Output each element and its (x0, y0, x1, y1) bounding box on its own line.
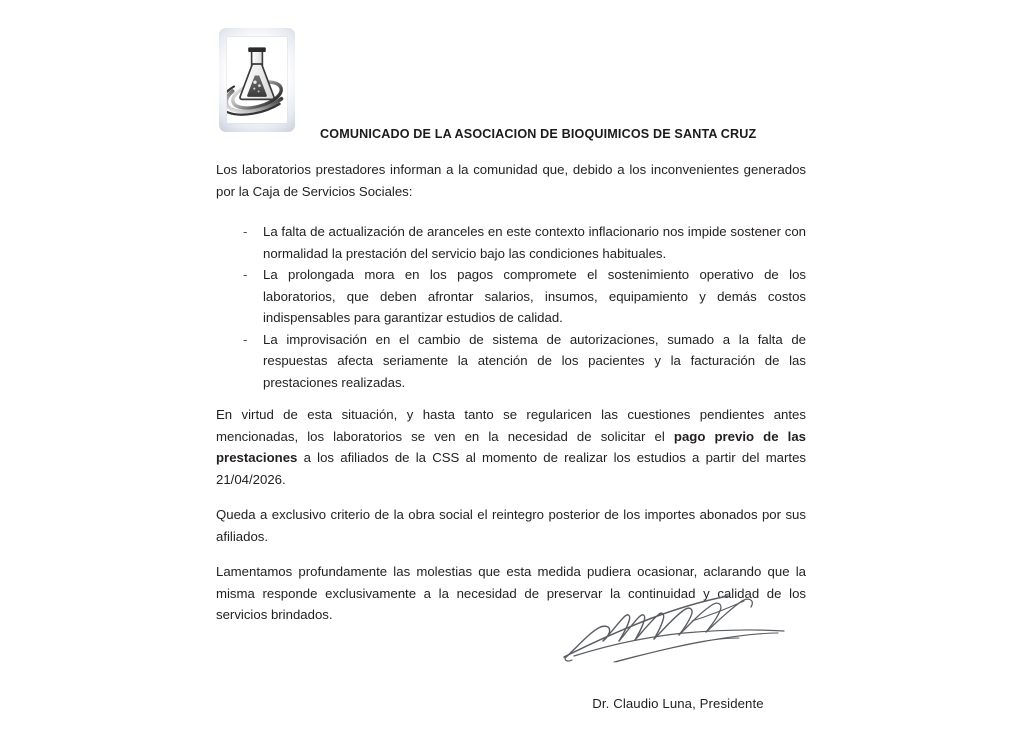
measure-highlight: pago previo de las prestaciones (216, 428, 806, 465)
bullet-dash-icon: - (243, 267, 248, 282)
measure-paragraph (216, 404, 806, 490)
logo-card (227, 37, 287, 123)
list-spacer (216, 214, 806, 221)
list-item (243, 329, 806, 394)
list-item (243, 221, 806, 264)
measure-text-part1: En virtud de esta situación, y hasta tanto se regularicen las cuestiones pendientes antes mencionadas, los laboratorios se ven en la necesidad de solicitar el (216, 407, 806, 444)
bullet-dash-icon: - (243, 331, 248, 347)
apology-paragraph: Lamentamos profundamente las molestias que esta medida pudiera ocasionar, aclarando que la misma responde exclusivamente a la necesidad de preservar la continuidad y calidad de los servicios brindados. (216, 564, 806, 622)
list-item-text: La prolongada mora en los pagos compromete el sostenimiento operativo de los laboratorios, que deben afrontar salarios, insumos, equipamiento y demás costos indispensables para garantizar estudios de calidad. (263, 267, 806, 325)
laboratory-flask-icon (227, 37, 287, 123)
association-logo (219, 28, 295, 132)
reasons-list (216, 221, 806, 393)
list-item-text: La falta de actualización de aranceles en este contexto inflacionario nos impide sostener con normalidad la prestación del servicio bajo las condiciones habituales. (263, 224, 806, 261)
signature-name: Dr. Claudio Luna, Presidente (592, 696, 764, 711)
list-item (243, 264, 806, 329)
list-item-text: La improvisación en el cambio de sistema de autorizaciones, sumado a la falta de respuestas afecta seriamente la atención de los pacientes y la facturación de las prestaciones realizadas. (263, 331, 806, 390)
bullet-dash-icon: - (243, 224, 248, 239)
handwritten-signature (556, 588, 801, 668)
reimbursement-paragraph: Queda a exclusivo criterio de la obra social el reintegro posterior de los importes abonados por sus afiliados. (216, 507, 806, 544)
intro-paragraph: Los laboratorios prestadores informan a la comunidad que, debido a los inconvenientes generados por la Caja de Servicios Sociales: (216, 162, 806, 199)
signature-block (548, 588, 808, 711)
document-title: COMUNICADO DE LA ASOCIACION DE BIOQUIMICOS DE SANTA CRUZ (320, 127, 757, 141)
document-body (216, 159, 806, 626)
measure-text-part2: a los afiliados de la CSS al momento de realizar los estudios a partir del martes 21/04/2026. (216, 450, 806, 487)
